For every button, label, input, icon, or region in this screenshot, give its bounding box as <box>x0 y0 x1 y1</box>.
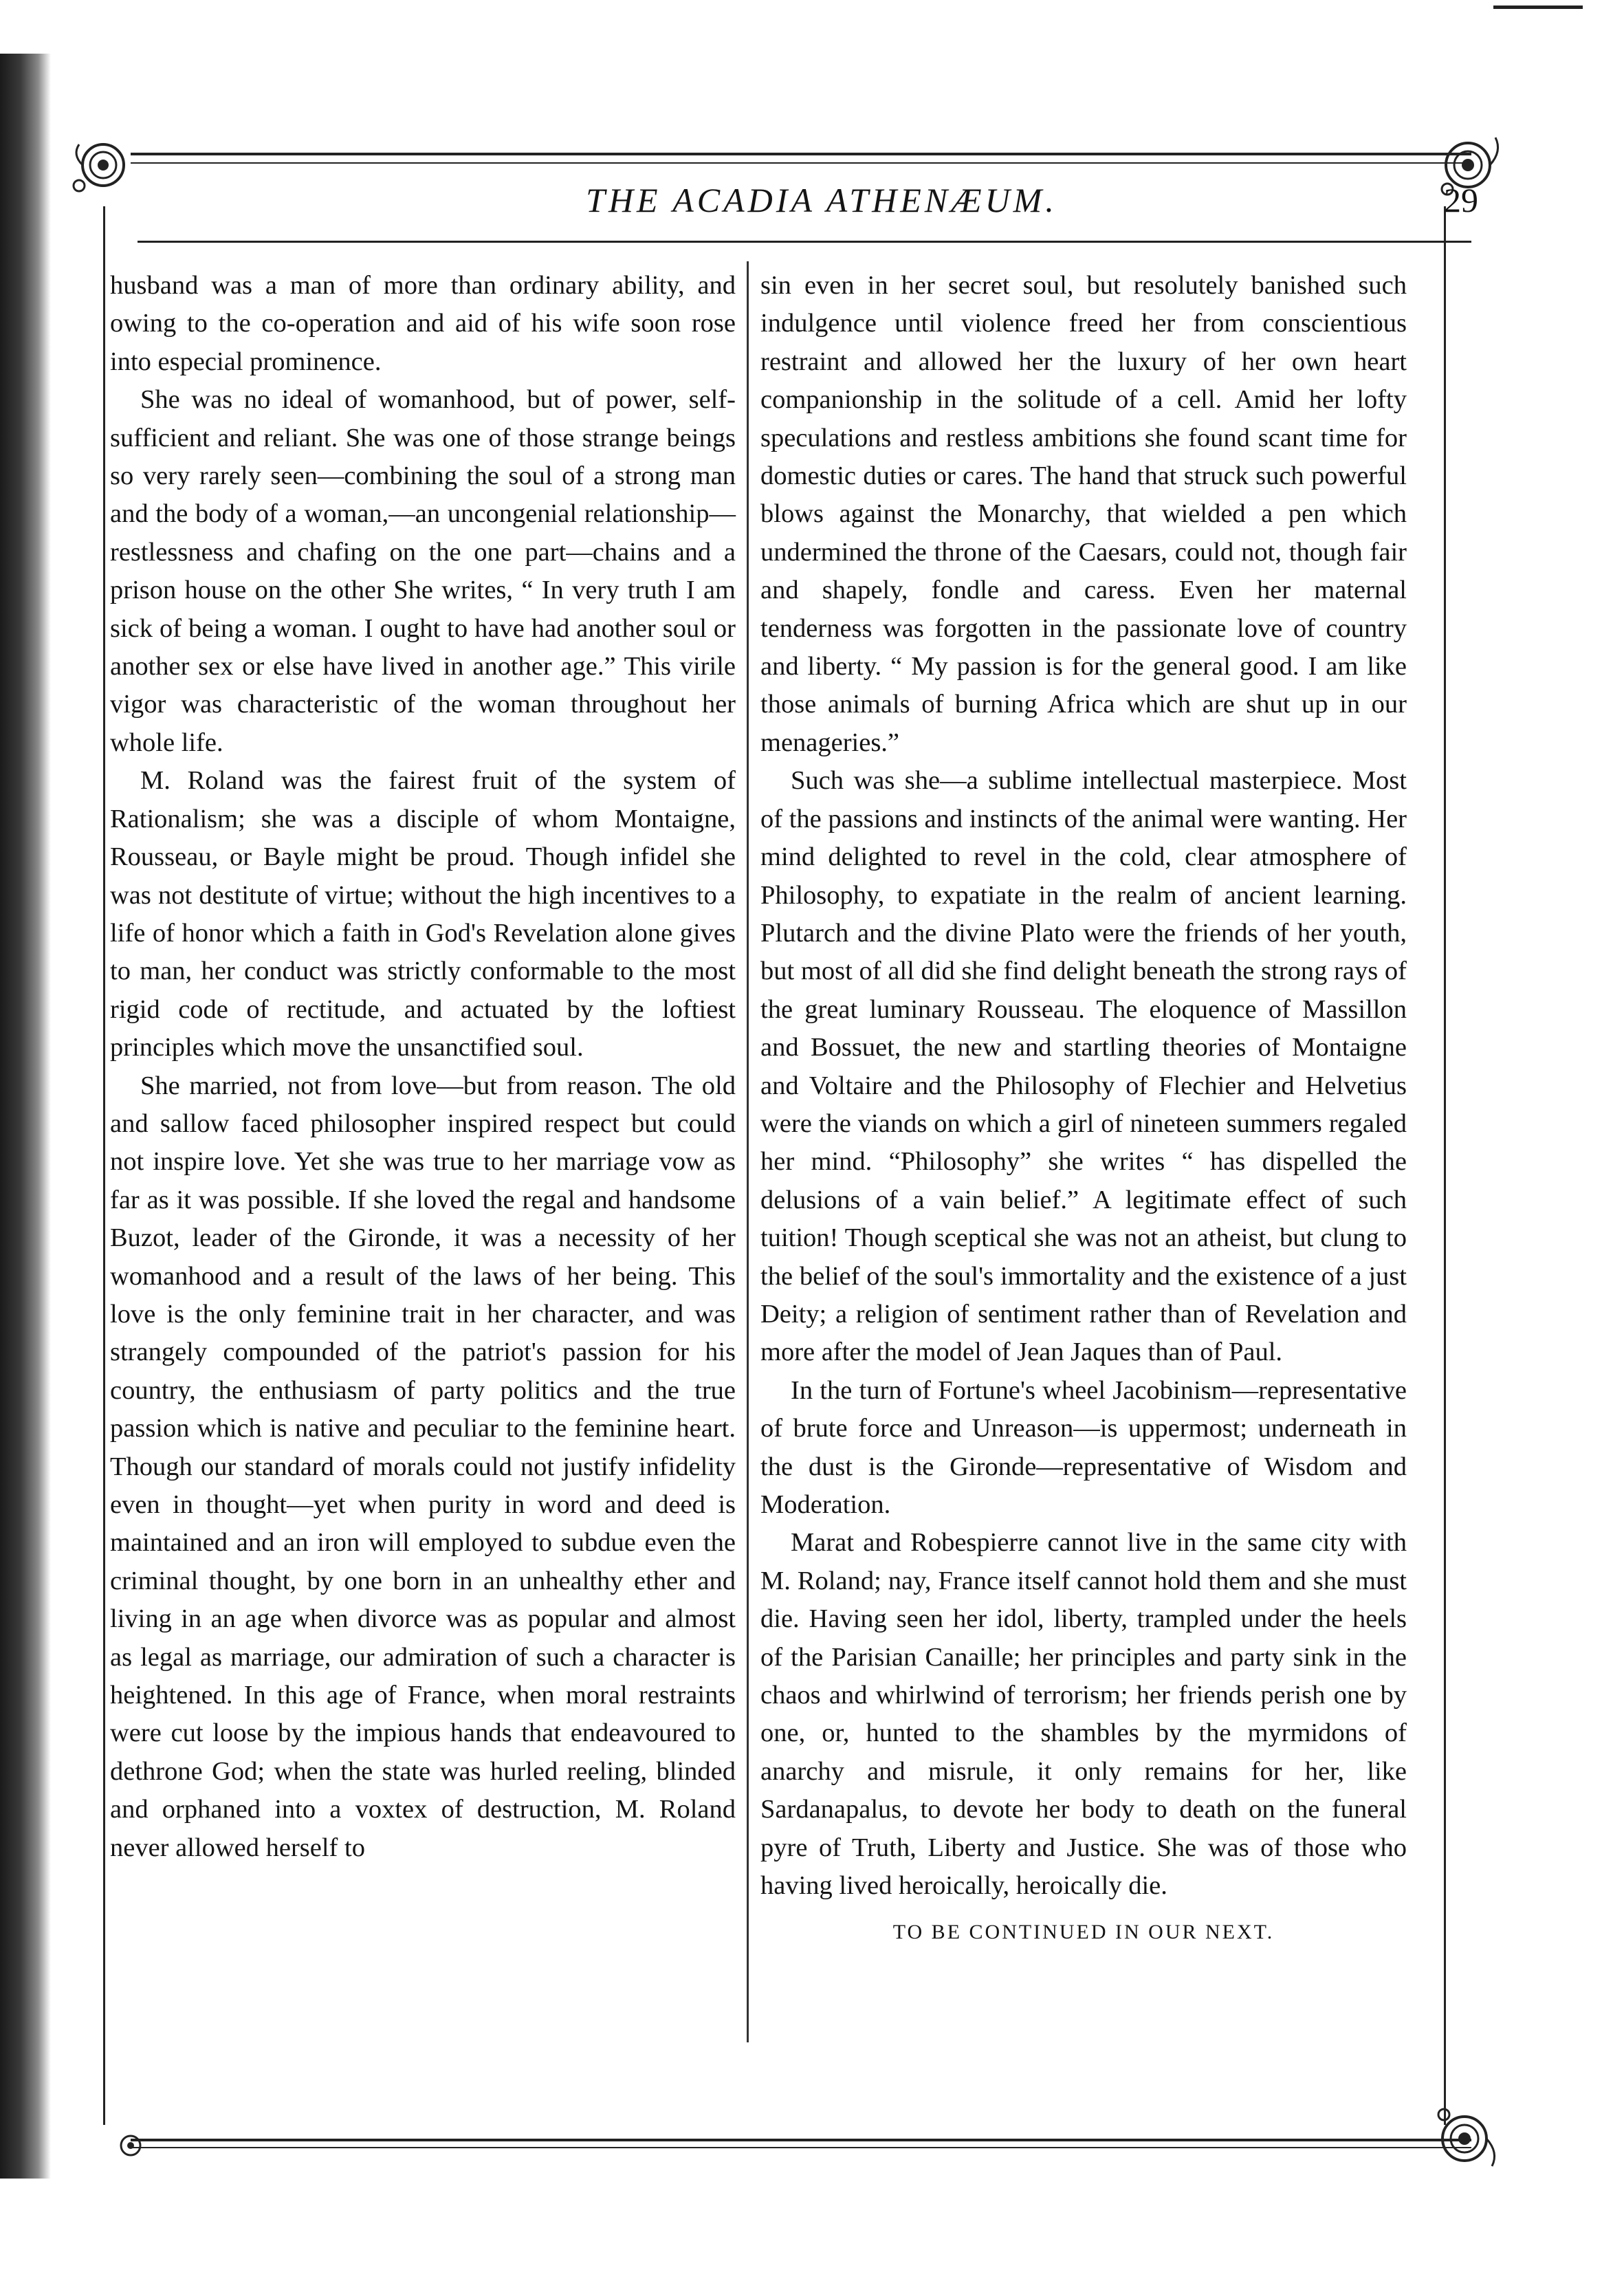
running-header <box>138 180 1506 228</box>
paragraph: husband was a man of more than ordinary ability, and owing to the co-operation and aid of his wife soon rose into especial prominence. <box>110 271 736 376</box>
right-frame-line <box>1444 206 1446 2125</box>
continued-note: TO BE CONTINUED IN OUR NEXT. <box>892 1921 1275 1944</box>
paragraph: M. Roland was the fairest fruit of the system of Rationalism; she was a disciple of whom Montaigne, Rousseau, or Bayle might be proud. Though infidel she was not destitute of virtue; without the high incentives to a life of honor which a faith in God's Revelation alone gives to man, her conduct was strictly conformable to the most rigid code of rectitude, and actuated by the loftiest principles which move the unsanctified soul. <box>110 766 736 1062</box>
scan-mark <box>1493 6 1583 9</box>
paragraph: Marat and Robespierre cannot live in the same city with M. Roland; nay, France itself cannot hold them and she must die. Having seen her idol, liberty, trampled under the heels of the Parisian Canaille; her principles and party sink in the chaos and whirlwind of terrorism; her friends perish one by one, or, hunted to the shambles by the myrmidons of anarchy and misrule, it only remains for her, like Sardanapalus, to devote her body to death on the funeral pyre of Truth, Liberty and Justice. She was of those who having lived heroically, heroically die. <box>760 1528 1407 1901</box>
page-number: 29 <box>1444 181 1478 219</box>
header-underline <box>138 241 1471 243</box>
scroll-ornament-icon <box>110 2125 151 2166</box>
column-divider <box>747 261 749 2042</box>
bottom-border-rule <box>131 2139 1471 2141</box>
scroll-ornament-icon <box>65 127 141 203</box>
left-column <box>110 267 736 1867</box>
top-border-rule <box>131 153 1471 155</box>
paragraph: She married, not from love—but from reason. The old and sallow faced philosopher inspired respect but could not inspire love. Yet she was true to her marriage vow as far as it was possible. If she loved the regal and handsome Buzot, leader of the Gironde, it was a necessity of her womanhood and a result of the laws of her being. This love is the only feminine trait in her character, and was strangely compounded of the patriot's passion for his country, the enthusiasm of party politics and the true passion which is native and peculiar to the feminine heart. Though our standard of morals could not justify infidelity even in thought—yet when purity in word and deed is maintained and an iron will employed to subdue even the criminal thought, by one born in an unhealthy ether and living in an age when divorce was as popular and almost as legal as marriage, our admiration of such a character is heightened. In this age of France, when moral restraints were cut loose by the impious hands that endeavoured to dethrone God; when the state was hurled reeling, blinded and orphaned into a voxtex of destruction, M. Roland never allowed herself to <box>110 1071 736 1862</box>
paragraph: Such was she—a sublime intellectual masterpiece. Most of the passions and instincts of the animal were wanting. Her mind delighted to revel in the cold, clear atmosphere of Philosophy, to expatiate in the realm of ancient learning. Plutarch and the divine Plato were the friends of her youth, but most of all did she find delight beneath the strong rays of the great luminary Rousseau. The eloquence of Massillon and Bossuet, the new and startling theories of Montaigne and Voltaire and the Philosophy of Flechier and Helvetius were the viands on which a girl of nineteen summers regaled her mind. “Philosophy” she writes “ has dispelled the delusions of a vain belief.” A legitimate effect of such tuition! Though sceptical she was not an atheist, but clung to the belief of the soul's immortality and the existence of a just Deity; a religion of sentiment rather than of Revelation and more after the model of Jean Jaques than of Paul. <box>760 766 1407 1367</box>
running-title: THE ACADIA ATHENÆUM. <box>586 181 1057 219</box>
paragraph: She was no ideal of womanhood, but of power, self-sufficient and reliant. She was one of those strange beings so very rarely seen—combining the soul of a strong man and the body of a woman,—an uncongenial relationship—restlessness and chafing on the one part—chains and a prison house on the other She writes, “ In very truth I am sick of being a woman. I ought to have had another soul or another sex or else have lived in another age.” This virile vigor was characteristic of the woman throughout her whole life. <box>110 385 736 757</box>
top-border-rule-thin <box>131 162 1471 164</box>
binding-shadow <box>0 54 51 2179</box>
paragraph: In the turn of Fortune's wheel Jacobinism—representative of brute force and Unreason—is uppermost; underneath in the dust is the Gironde—representative of Wisdom and Moderation. <box>760 1375 1407 1519</box>
bottom-border-rule-thin <box>131 2147 1471 2148</box>
left-frame-line <box>103 206 105 2125</box>
paragraph: sin even in her secret soul, but resolutely banished such indulgence until violence freed her from conscientious restraint and allowed her the luxury of her own heart companionship in the solitude of a cell. Amid her lofty speculations and restless ambitions she found scant time for domestic duties or cares. The hand that struck such powerful blows against the Monarchy, that wielded a pen which undermined the throne of the Caesars, could not, though fair and shapely, fondle and caress. Even her maternal tenderness was forgotten in the passionate love of country and liberty. “ My passion is for the general good. I am like those animals of burning Africa which are shut up in our menageries.” <box>760 271 1407 757</box>
scroll-ornament-icon <box>1423 2097 1506 2180</box>
right-column <box>760 267 1407 1952</box>
